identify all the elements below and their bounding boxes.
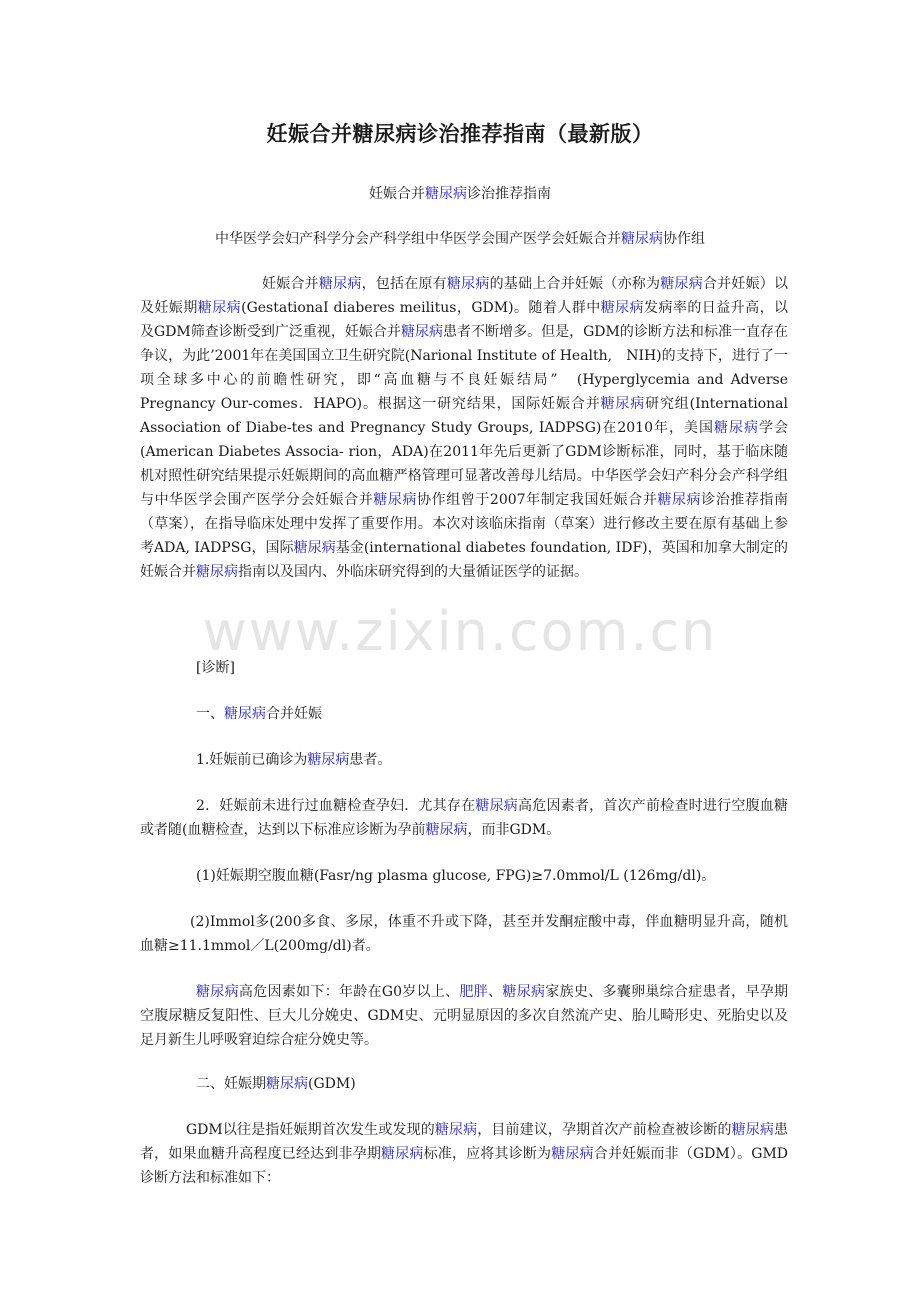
document-subtitle: 妊娠合并糖尿病诊治推荐指南 <box>369 186 551 202</box>
criteria-item-2-1: (1)妊娠期空腹血糖(Fasr/ng plasma glucose, FPG)≥7.0mmol/L (126mg/dl)。 <box>196 868 716 884</box>
diabetes-link[interactable]: 糖尿病 <box>293 540 336 556</box>
criteria-item-1: 1.妊娠前已确诊为糖尿病患者。 <box>196 752 392 768</box>
diabetes-link[interactable]: 糖尿病 <box>657 492 702 508</box>
diabetes-link[interactable]: 糖尿病 <box>621 231 663 247</box>
diabetes-link[interactable]: 糖尿病 <box>318 276 362 292</box>
diabetes-link[interactable]: 糖尿病 <box>196 984 239 1000</box>
criteria-item-2-2: (2)Immol多(200多食、多尿，体重不升或下降，甚至并发酮症酸中毒，伴血糖明显升高，随机血糖≥11.1mmol／L(200mg/dl)者。 <box>140 914 788 954</box>
diabetes-link[interactable]: 糖尿病 <box>400 324 443 340</box>
diabetes-link[interactable]: 糖尿病 <box>600 300 645 316</box>
diabetes-link[interactable]: 糖尿病 <box>502 984 546 1000</box>
diabetes-link[interactable]: 糖尿病 <box>475 798 519 814</box>
intro-paragraph: 妊娠合并糖尿病，包括在原有糖尿病的基础上合并妊娠（亦称为糖尿病合并妊娠）以及妊娠期糖尿病(GestationaI diaberes meilitus，GDM)。随着人群中糖尿病发病率的日益升高，以及GDM筛查诊断受到广泛重视，妊娠合并糖尿病患者不断增多。但是，GDM的诊断方法和标准一直存在争议，为此’2001年在美国国立卫生研究院(Narional Institute of Health, NIH)的支持下，进行了一项全球多中心的前瞻性研究，即“高血糖与不良妊娠结局” (Hyperglycemia and Adverse Pregnancy Our-comes．HAPO)。根据这一研究结果，国际妊娠合并糖尿病研究组(International Association of Diabe-tes and Pregnancy Study Groups, IADPSG)在2010年，美国糖尿病学会(American Diabetes Associa- rion，ADA)在2011年先后更新了GDM诊断标准，同时，基于临床随机对照性研究结果提示妊娠期间的高血糖严格管理可显著改善母儿结局。中华医学会妇产科分会产科学组与中华医学会围产医学分会妊娠合并糖尿病协作组曾于2007年制定我国妊娠合并糖尿病诊治推荐指南（草案），在指导临床处理中发挥了重要作用。本次对该临床指南（草案）进行修改主要在原有基础上参考ADA, IADPSG，国际糖尿病基金(international diabetes foundation, IDF)，英国和加拿大制定的妊娠合并糖尿病指南以及国内、外临床研究得到的大量循证医学的证据。 <box>140 276 789 580</box>
diabetes-link[interactable]: 糖尿病 <box>434 1122 478 1138</box>
document-title: 妊娠合并糖尿病诊治推荐指南（最新版） <box>266 122 654 146</box>
diabetes-link[interactable]: 糖尿病 <box>446 276 490 292</box>
gdm-paragraph: GDM以往是指妊娠期首次发生或发现的糖尿病，目前建议，孕期首次产前检查被诊断的糖尿病患者，如果血糖升高程度已经达到非孕期糖尿病标准，应将其诊断为糖尿病合并妊娠而非（GDM）。GMD诊断方法和标准如下： <box>140 1122 789 1186</box>
diabetes-link[interactable]: 糖尿病 <box>551 1146 594 1162</box>
diabetes-link[interactable]: 糖尿病 <box>224 706 266 722</box>
authors-line: 中华医学会妇产科学分会产科学组中华医学会围产医学会妊娠合并糖尿病协作组 <box>215 231 705 247</box>
diabetes-link[interactable]: 糖尿病 <box>660 276 703 292</box>
diagnosis-heading: [诊断] <box>196 660 235 676</box>
diabetes-link[interactable]: 糖尿病 <box>196 564 238 580</box>
diabetes-link[interactable]: 糖尿病 <box>425 186 467 202</box>
diabetes-link[interactable]: 糖尿病 <box>307 752 350 768</box>
diabetes-link[interactable]: 糖尿病 <box>373 492 418 508</box>
obesity-link[interactable]: 肥胖 <box>459 984 489 1000</box>
section-heading-2: 二、妊娠期糖尿病(GDM) <box>196 1076 356 1092</box>
diabetes-link[interactable]: 糖尿病 <box>714 420 759 436</box>
criteria-item-2: 2．妊娠前未进行过血糖检查孕妇．尤其存在糖尿病高危因素者，首次产前检查时进行空腹血糖或者随(血糖检查，达到以下标准应诊断为孕前糖尿病，而非GDM。 <box>140 798 789 838</box>
diabetes-link[interactable]: 糖尿病 <box>600 396 646 412</box>
diabetes-link[interactable]: 糖尿病 <box>197 300 242 316</box>
diabetes-link[interactable]: 糖尿病 <box>731 1122 775 1138</box>
diabetes-link[interactable]: 糖尿病 <box>381 1146 424 1162</box>
section-heading-1: 一、糖尿病合并妊娠 <box>196 706 322 722</box>
diabetes-link[interactable]: 糖尿病 <box>425 822 468 838</box>
diabetes-link[interactable]: 糖尿病 <box>266 1076 308 1092</box>
watermark: www.zixin.com.cn <box>202 600 718 663</box>
risk-factors-paragraph: 糖尿病高危因素如下：年龄在G0岁以上、肥胖、糖尿病家族史、多囊卵巢综合症患者，早孕期空腹尿糖反复阳性、巨大儿分娩史、GDM史、元明显原因的多次自然流产史、胎儿畸形史、死胎史以及足月新生儿呼吸窘迫综合症分娩史等。 <box>140 984 789 1048</box>
